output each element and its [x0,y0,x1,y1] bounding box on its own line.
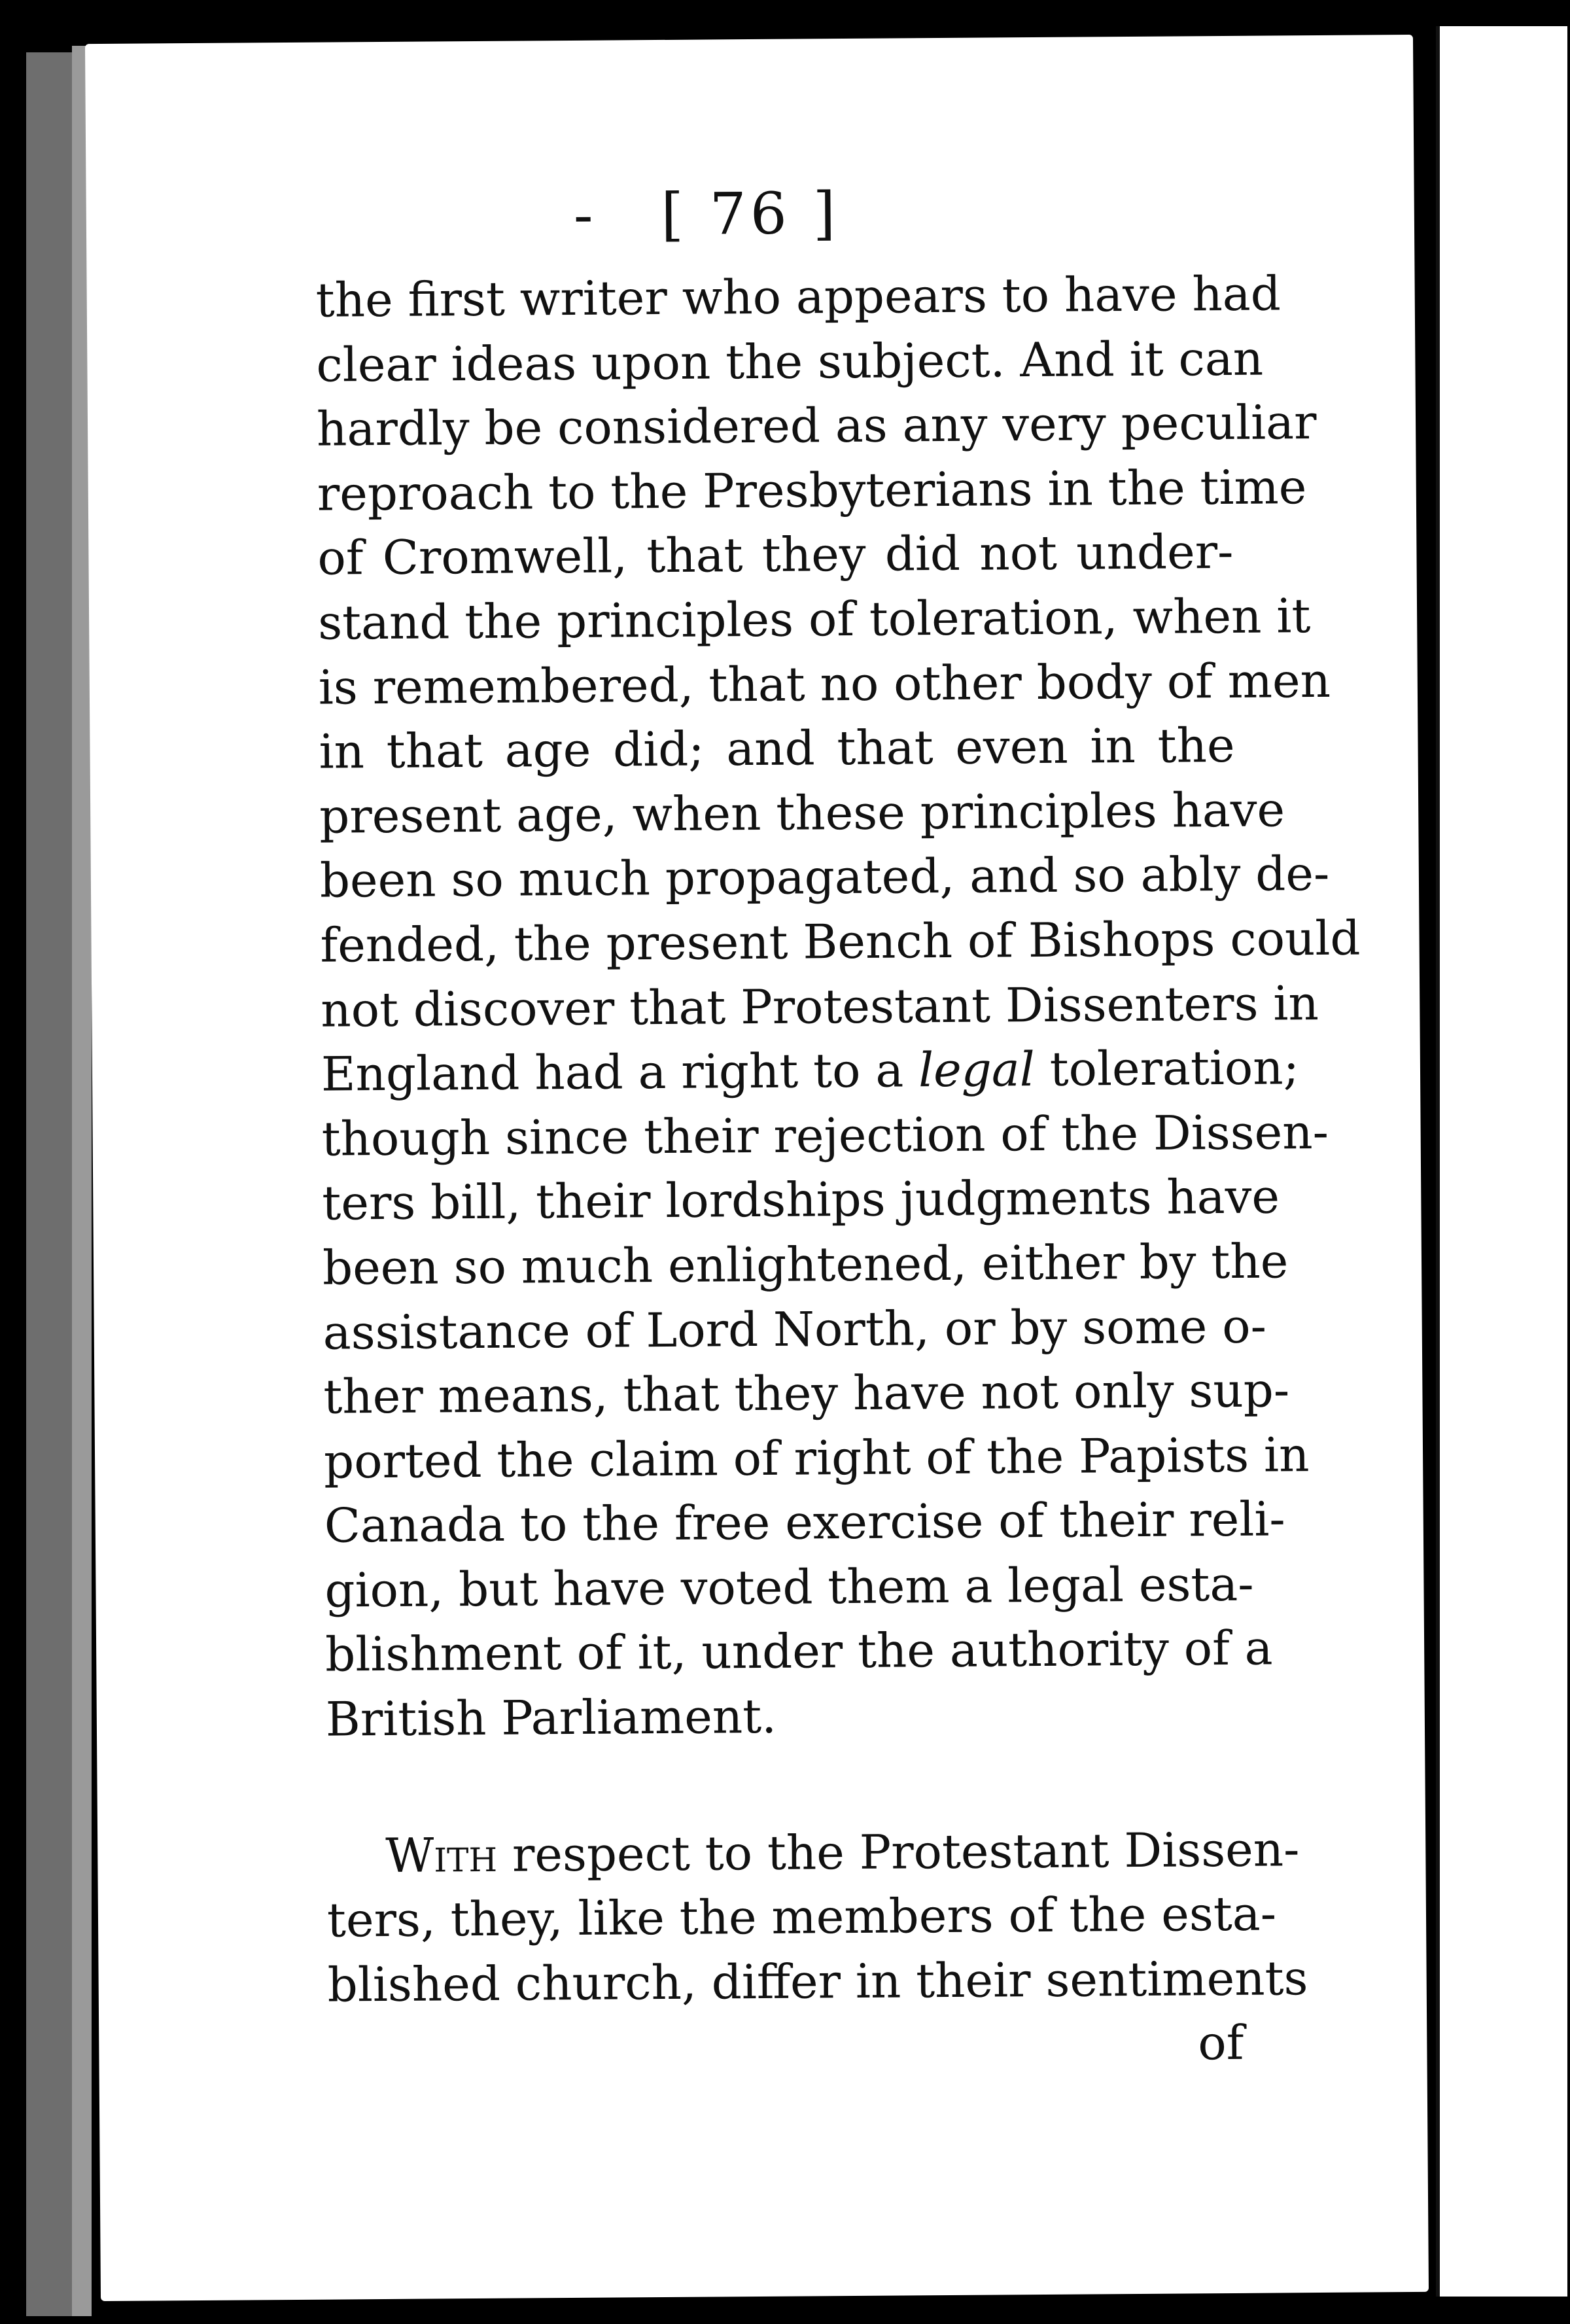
text-line: been so much propagated, and so ably de- [319,846,1330,908]
text-line: stand the principles of toleration, when it [317,588,1311,650]
text-line: reproach to the Presbyterians in the time [317,459,1307,521]
text-line: been so much enlightened, either by the [322,1233,1289,1295]
lead-word: With [385,1827,498,1883]
paragraph-break [326,1746,1242,1824]
text-line: ther means, that they have not only sup- [323,1362,1290,1424]
text-line: fended, the present Bench of Bishops could [320,910,1361,973]
text-line: assistance of Lord North, or by some o- [323,1298,1267,1360]
bracket-close: ] [812,179,840,247]
body-text [315,262,1361,2082]
text-line: Canada to the free exercise of their reli- [324,1491,1285,1553]
text-line: the first writer who appears to have had [315,266,1282,328]
text-line: is remembered, that no other body of men [318,652,1331,715]
text-line: blishment of it, under the authority of a [324,1620,1273,1683]
text-line-lead [326,1818,1300,1888]
page-header [86,175,1414,252]
text-line: blished church, differ in their sentiments [327,1950,1308,2013]
text-segment: toleration; [1049,1040,1300,1097]
text-line: clear ideas upon the subject. And it can [316,330,1264,393]
adjacent-page [1436,26,1567,2297]
text-line: ters, they, like the members of the esta- [326,1886,1277,1948]
text-line: gion, but have voted them a legal esta- [324,1556,1254,1618]
page-number: 76 [709,179,792,248]
header-dash: - [573,181,597,249]
text-line: British Parliament. [325,1688,777,1747]
text-line-legal [321,1036,1300,1106]
book-page [85,35,1429,2301]
italic-word: legal [918,1042,1036,1098]
bracket-open: [ [661,180,688,248]
text-segment: respect to the Protestant Dissen- [512,1821,1300,1882]
text-line: hardly be considered as any very peculiar [316,395,1317,457]
text-line: though since their rejection of the Dissen- [321,1104,1329,1167]
text-line: ported the claim of right of the Papists in [323,1426,1310,1489]
book-binding-edge [26,52,75,2316]
text-line: ters bill, their lordships judgments have [322,1169,1280,1231]
text-line: not discover that Protestant Dissenters in [321,975,1319,1038]
text-segment: England had a right to a [321,1042,904,1102]
text-line: present age, when these principles have [319,782,1285,844]
text-line: of Cromwell, that they did not under- [317,524,1234,586]
catchword: of [1198,2015,1244,2071]
text-line: in that age did; and that even in the [319,718,1235,779]
